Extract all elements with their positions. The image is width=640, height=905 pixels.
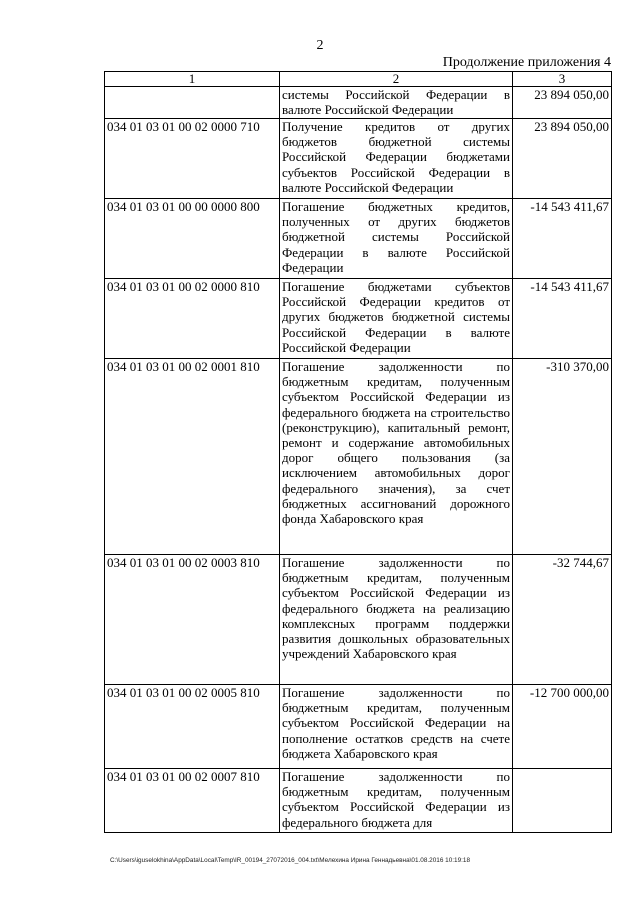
row-description: системы Российской Федерации в валюте Российской Федерации bbox=[280, 87, 513, 119]
classification-code: 034 01 03 01 00 02 0007 810 bbox=[105, 769, 280, 833]
classification-code: 034 01 03 01 00 00 0000 800 bbox=[105, 199, 280, 279]
classification-code: 034 01 03 01 00 02 0000 710 bbox=[105, 119, 280, 199]
row-description: Получение кредитов от других бюджетов бюджетной системы Российской Федерации бюджетами субъектов Российской Федерации в валюте Российской Федерации bbox=[280, 119, 513, 199]
row-description: Погашение задолженности по бюджетным кредитам, полученным субъектом Российской Федерации из федерального бюджета на строительство (реконструкцию), капитальный ремонт, ремонт и содержание автомобильных дорог общего пользования (за исключением автомобильных дорог федерального значения), за счет бюджетных ассигнований дорожного фонда Хабаровского края bbox=[280, 359, 513, 555]
row-description: Погашение задолженности по бюджетным кредитам, полученным субъектом Российской Федерации из федерального бюджета для bbox=[280, 769, 513, 833]
row-description: Погашение задолженности по бюджетным кредитам, полученным субъектом Российской Федерации на пополнение остатков средств на счете бюджета Хабаровского края bbox=[280, 685, 513, 769]
row-amount: -14 543 411,67 bbox=[513, 199, 612, 279]
page-number: 2 bbox=[316, 38, 324, 53]
row-amount: -310 370,00 bbox=[513, 359, 612, 555]
classification-code: 034 01 03 01 00 02 0001 810 bbox=[105, 359, 280, 555]
table-row bbox=[105, 769, 612, 833]
row-amount: 23 894 050,00 bbox=[513, 87, 612, 119]
row-amount bbox=[513, 769, 612, 833]
continuation-label: Продолжение приложения 4 bbox=[442, 55, 611, 70]
classification-code: 034 01 03 01 00 02 0005 810 bbox=[105, 685, 280, 769]
column-number-2: 2 bbox=[280, 72, 513, 87]
column-number-3: 3 bbox=[513, 72, 612, 87]
column-number-row bbox=[105, 72, 612, 87]
row-description: Погашение бюджетных кредитов, полученных от других бюджетов бюджетной системы Российской Федерации в валюте Российской Федерации bbox=[280, 199, 513, 279]
row-amount: -14 543 411,67 bbox=[513, 279, 612, 359]
row-amount: 23 894 050,00 bbox=[513, 119, 612, 199]
classification-code: 034 01 03 01 00 02 0000 810 bbox=[105, 279, 280, 359]
row-amount: -12 700 000,00 bbox=[513, 685, 612, 769]
classification-code: 034 01 03 01 00 02 0003 810 bbox=[105, 555, 280, 685]
classification-code bbox=[105, 87, 280, 119]
table-row bbox=[105, 119, 612, 199]
row-amount: -32 744,67 bbox=[513, 555, 612, 685]
table-row bbox=[105, 279, 612, 359]
row-description: Погашение задолженности по бюджетным кредитам, полученным субъектом Российской Федерации из федерального бюджета на реализацию комплексных программ поддержки развития дошкольных образовательных учреждений Хабаровского края bbox=[280, 555, 513, 685]
file-path-footer: C:\Users\iguselokhina\AppData\Local\Temp\IR_00194_27072016_004.txt\Мелехина Ирина Геннадьевна\01.08.2016 10:19:18 bbox=[110, 857, 471, 864]
row-description: Погашение бюджетами субъектов Российской Федерации кредитов от других бюджетов бюджетной системы Российской Федерации в валюте Российской Федерации bbox=[280, 279, 513, 359]
table-row bbox=[105, 199, 612, 279]
column-number-1: 1 bbox=[105, 72, 280, 87]
table-row bbox=[105, 555, 612, 685]
budget-table bbox=[104, 71, 612, 833]
table-row bbox=[105, 87, 612, 119]
table-row bbox=[105, 685, 612, 769]
table-row bbox=[105, 359, 612, 555]
